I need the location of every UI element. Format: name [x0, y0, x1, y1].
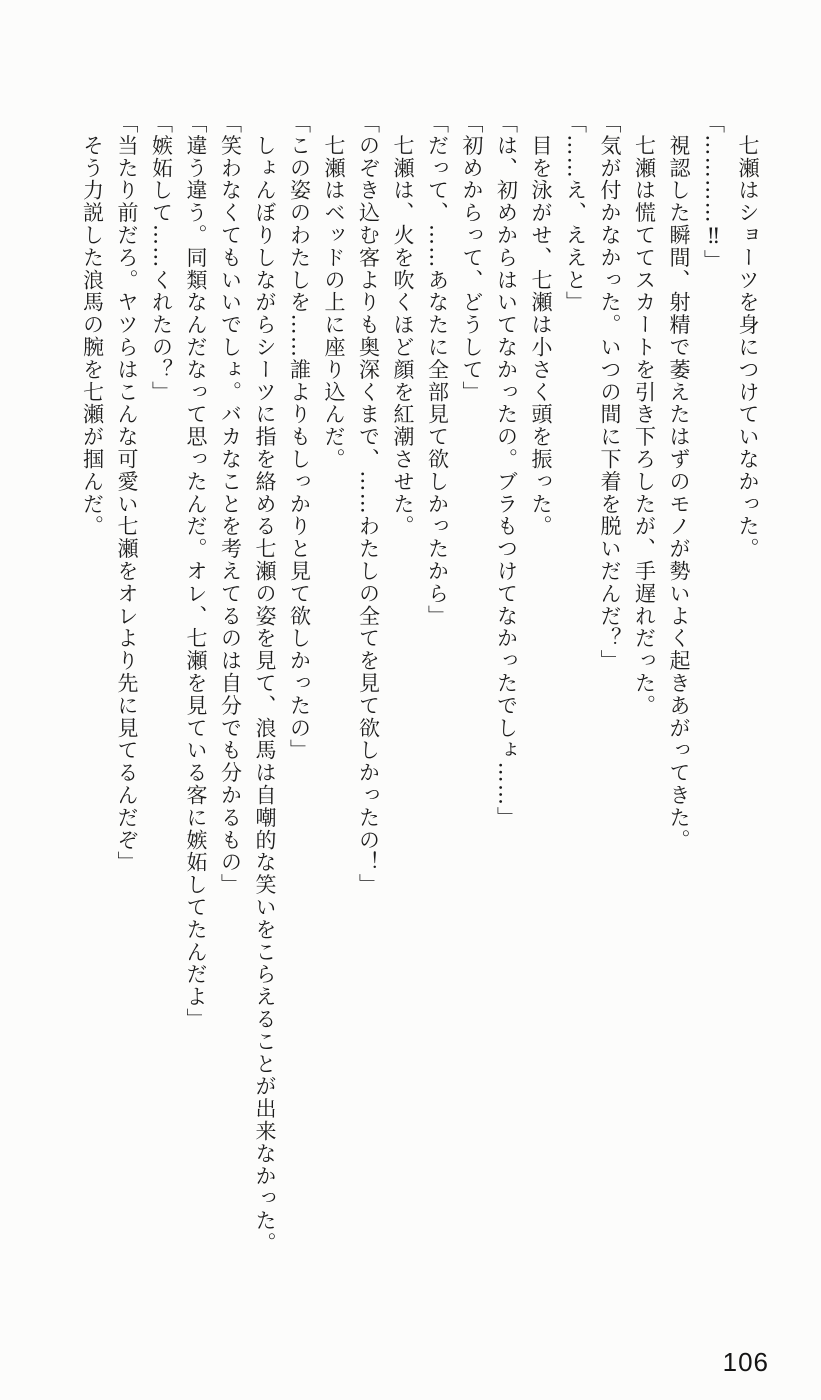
text-line: 「は、初めからはいてなかったの。ブラもつけてなかったでしょ……」 — [494, 112, 519, 829]
text-line: 七瀬は、火を吹くほど顔を紅潮させた。 — [391, 112, 415, 538]
text-line: 七瀬はベッドの上に座り込んだ。 — [322, 112, 346, 471]
page-number: 106 — [722, 1347, 769, 1377]
text-line: 視認した瞬間、射精で萎えたはずのモノが勢いよく起きあがってきた。 — [667, 112, 691, 852]
text-line: そう力説した浪馬の腕を七瀬が掴んだ。 — [80, 112, 105, 538]
text-line: 「…………‼」 — [701, 112, 726, 272]
text-line: 「だって、……あなたに全部見て欲しかったから」 — [425, 112, 450, 628]
text-line: しょんぼりしながらシーツに指を絡める七瀬の姿を見て、浪馬は自嘲的な笑いをこらえることが出来なかった。 — [253, 112, 277, 1255]
text-line: 目を泳がせ、七瀬は小さく頭を振った。 — [529, 112, 553, 538]
text-block — [75, 112, 765, 1327]
text-line: 「……え、ええと」 — [563, 112, 588, 314]
text-line: 「気が付かなかった。いつの間に下着を脱いだんだ？」 — [598, 112, 622, 672]
text-line: 「初めからって、どうして」 — [460, 112, 484, 404]
text-line: 「笑わなくてもいいでしょ。バカなことを考えてるのは自分でも分かるもの」 — [218, 112, 243, 896]
text-line: 「当たり前だろ。ヤツらはこんな可愛い七瀬をオレより先に見てるんだぞ」 — [115, 112, 139, 874]
text-line: 「この姿のわたしを……誰よりもしっかりと見て欲しかったの」 — [287, 112, 312, 762]
text-line: 「のぞき込む客よりも奥深くまで、……わたしの全てを見て欲しかったの！」 — [356, 112, 381, 896]
text-line: 七瀬はショーツを身につけていなかった。 — [736, 112, 760, 560]
text-line: 七瀬は慌ててスカートを引き下ろしたが、手遅れだった。 — [632, 112, 657, 717]
text-line: 「嫉妬して……くれたの？」 — [149, 112, 174, 404]
text-line: 「違う違う。同類なんだなって思ったんだ。オレ、七瀬を見ている客に嫉妬してたんだよ」 — [184, 112, 208, 1031]
